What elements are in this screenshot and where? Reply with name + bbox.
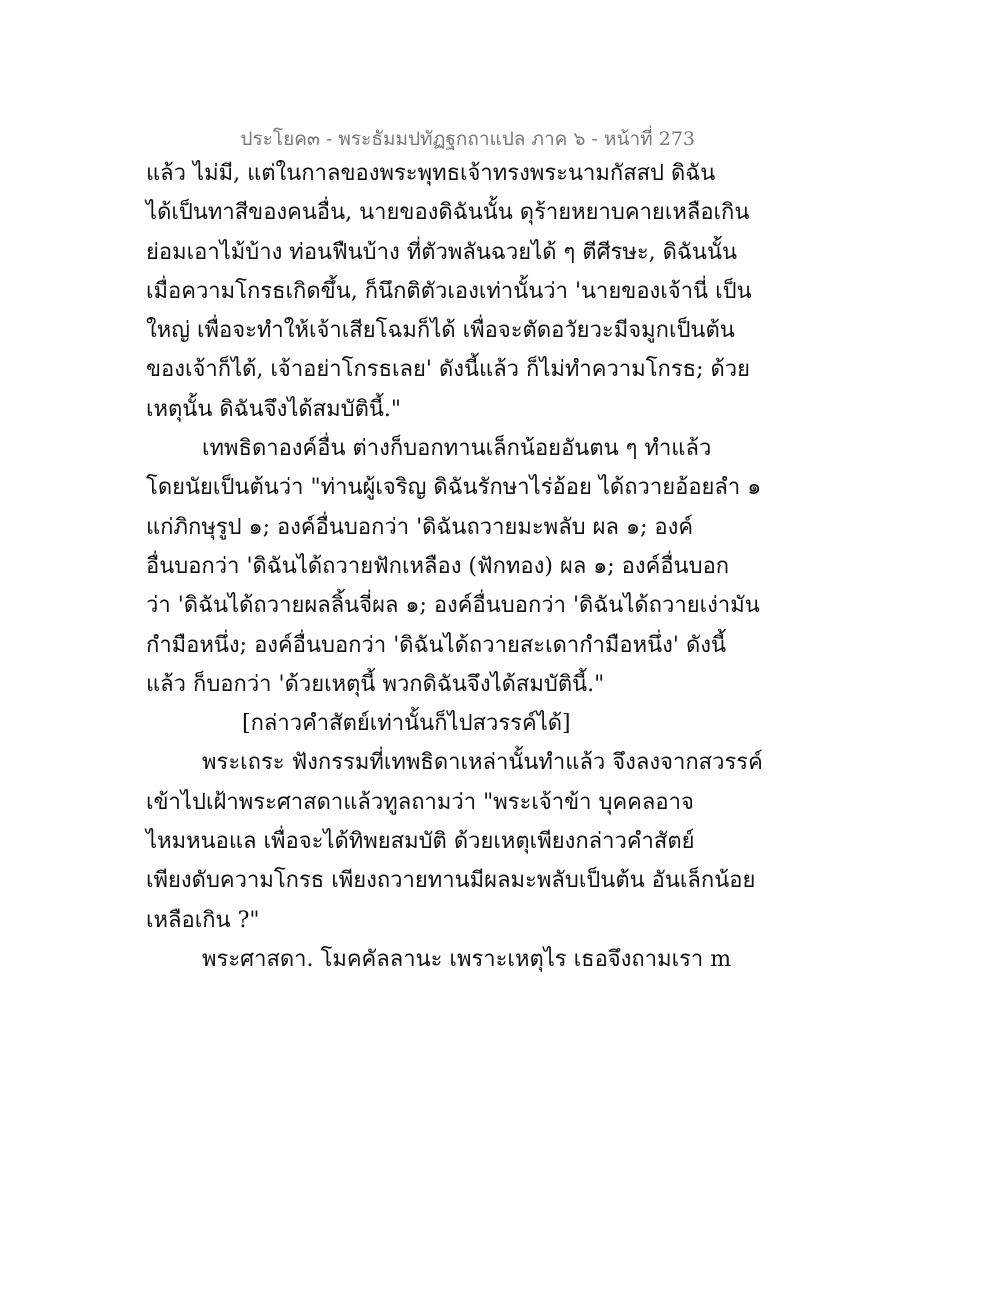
text-line: เข้าไปเฝ้าพระศาสดาแล้วทูลถามว่า "พระเจ้าข้า บุคคลอาจ [146,789,694,815]
text-line: แก่ภิกษุรูป ๑; องค์อื่นบอกว่า 'ดิฉันถวายมะพลับ ผล ๑; องค์ [146,514,694,540]
body-text [146,154,763,979]
text-line: เพียงดับความโกรธ เพียงถวายทานมีผลมะพลับเป็นต้น อันเล็กน้อย [146,868,756,894]
text-line: กำมือหนึ่ง; องค์อื่นบอกว่า 'ดิฉันได้ถวายสะเดากำมือหนึ่ง' ดังนี้ [146,632,727,658]
text-line: เหลือเกิน ?" [146,907,260,933]
section-heading: [กล่าวคำสัตย์เท่านั้นก็ไปสวรรค์ได้] [242,711,571,737]
text-line: เหตุนั้น ดิฉันจึงได้สมบัตินี้." [146,396,402,422]
text-line: แล้ว ไม่มี, แต่ในกาลของพระพุทธเจ้าทรงพระนามกัสสป ดิฉัน [146,161,716,186]
paragraph-start-line: พระศาสดา. โมคคัลลานะ เพราะเหตุไร เธอจึงถามเรา m [202,946,732,972]
text-line: ย่อมเอาไม้บ้าง ท่อนฟืนบ้าง ที่ตัวพลันฉวยได้ ๆ ตีศีรษะ, ดิฉันนั้น [146,239,738,265]
text-line: แล้ว ก็บอกว่า 'ด้วยเหตุนี้ พวกดิฉันจึงได้สมบัตินี้." [146,671,605,697]
text-line: ใหญ่ เพื่อจะทำให้เจ้าเสียโฉมก็ได้ เพื่อจะตัดอวัยวะมีจมูกเป็นต้น [146,318,735,344]
paragraph-start-line: พระเถระ ฟังกรรมที่เทพธิดาเหล่านั้นทำแล้ว จึงลงจากสวรรค์ [202,750,763,776]
paragraph-start-line: เทพธิดาองค์อื่น ต่างก็บอกทานเล็กน้อยอันตน ๆ ทำแล้ว [202,436,712,462]
text-line: ของเจ้าก็ได้, เจ้าอย่าโกรธเลย' ดังนี้แล้ว ก็ไม่ทำความโกรธ; ด้วย [146,357,751,383]
page-header: ประโยค๓ - พระธัมมปทัฏฐกถาแปล ภาค ๖ - หน้าที่ 273 [240,128,695,150]
text-line: ได้เป็นทาสีของคนอื่น, นายของดิฉันนั้น ดุร้ายหยาบคายเหลือเกิน [146,200,750,226]
text-line: เมื่อความโกรธเกิดขึ้น, ก็นึกติตัวเองเท่านั้นว่า 'นายของเจ้านี่ เป็น [146,278,752,304]
text-line: อื่นบอกว่า 'ดิฉันได้ถวายฟักเหลือง (ฟักทอง) ผล ๑; องค์อื่นบอก [146,553,730,579]
text-line: โดยนัยเป็นต้นว่า "ท่านผู้เจริญ ดิฉันรักษาไร่อ้อย ได้ถวายอ้อยลำ ๑ [146,475,762,501]
text-line: ไหมหนอแล เพื่อจะได้ทิพยสมบัติ ด้วยเหตุเพียงกล่าวคำสัตย์ [146,829,695,855]
text-line: ว่า 'ดิฉันได้ถวายผลลิ้นจี่ผล ๑; องค์อื่นบอกว่า 'ดิฉันได้ถวายเง่ามัน [146,593,760,619]
